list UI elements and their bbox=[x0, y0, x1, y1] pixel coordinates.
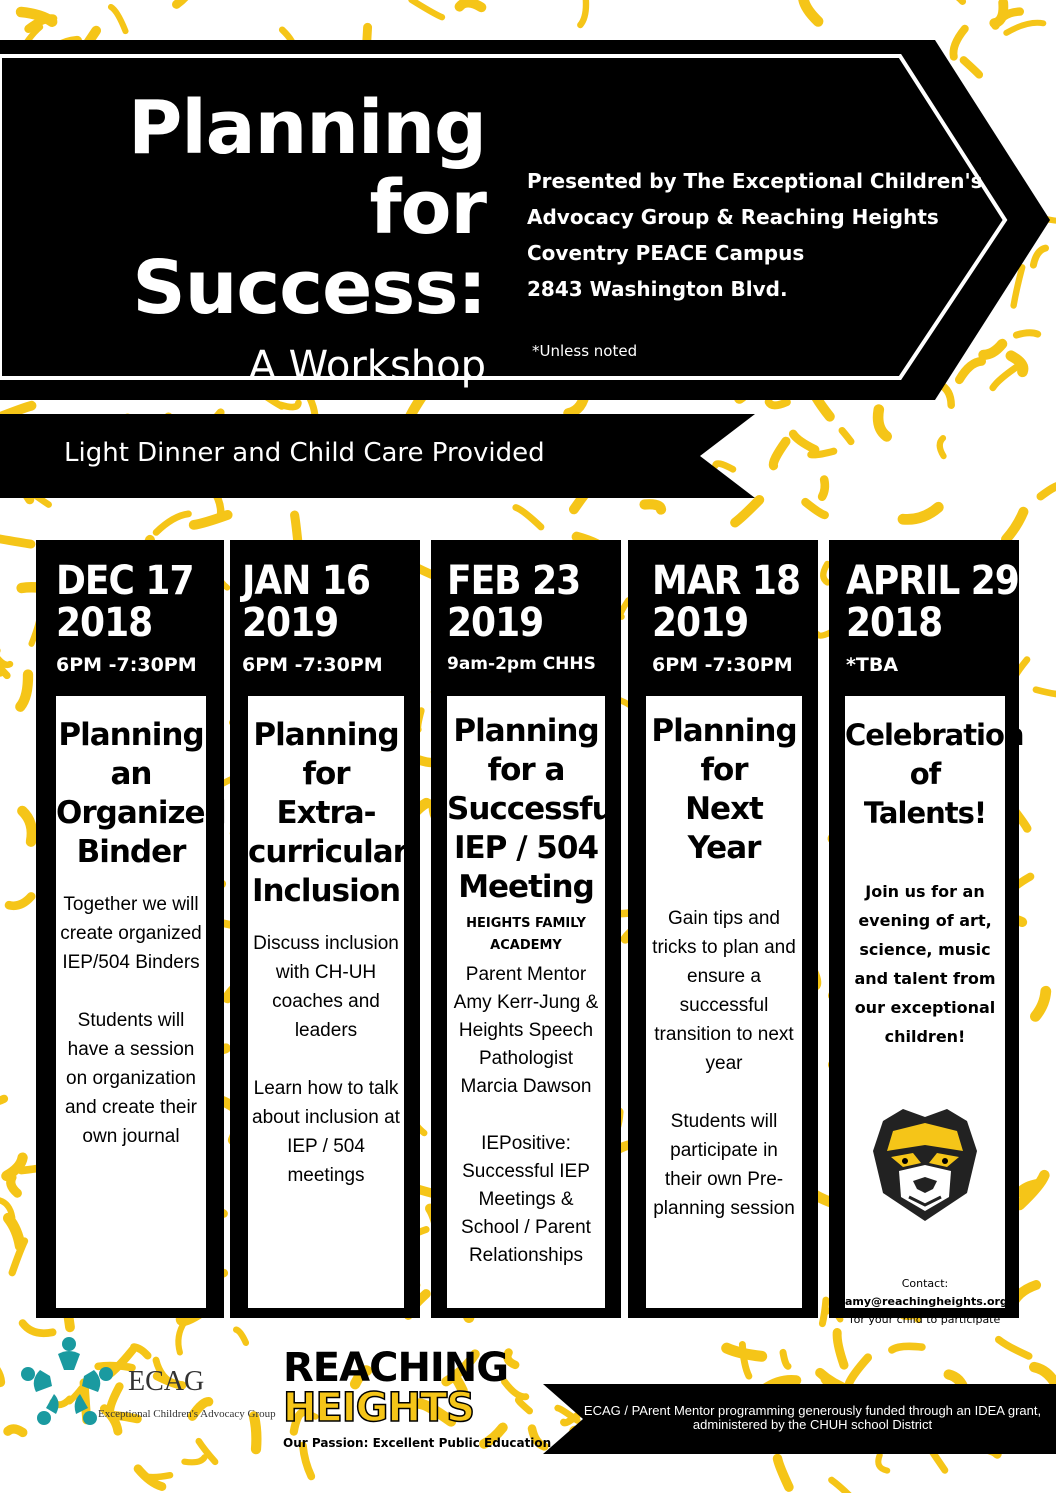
brushstroke bbox=[903, 507, 938, 519]
presenter-line: Coventry PEACE Campus bbox=[527, 241, 805, 265]
session-card bbox=[646, 696, 802, 1308]
session-date: JAN 16 2019 bbox=[242, 558, 370, 646]
brushstroke bbox=[645, 504, 661, 509]
unless-noted-note: *Unless noted bbox=[532, 342, 638, 360]
brushstroke bbox=[11, 1177, 18, 1193]
session-description: Together we will create organized IEP/504 Binders Students will have a session on organization and create their own journal bbox=[60, 894, 202, 1147]
session-time: 6PM -7:30PM bbox=[242, 654, 383, 676]
session-title: Planning for Next Year bbox=[651, 713, 797, 866]
brushstroke bbox=[0, 1098, 4, 1102]
brushstroke bbox=[236, 1330, 246, 1343]
brushstroke bbox=[999, 1340, 1029, 1357]
presenter-line: 2843 Washington Blvd. bbox=[527, 277, 788, 301]
session-column-dec bbox=[36, 540, 224, 1318]
session-date: MAR 18 2019 bbox=[652, 558, 800, 646]
brushstroke bbox=[1035, 991, 1045, 1016]
subtitle-line-1: A Workshop bbox=[248, 343, 486, 389]
brushstroke bbox=[518, 1400, 529, 1411]
session-title: Planning for a Successful IEP / 504 Meeting bbox=[447, 713, 623, 905]
session-date: FEB 23 2019 bbox=[447, 558, 581, 646]
reaching-heights-logo-line2: HEIGHTS bbox=[283, 1385, 475, 1431]
brushstroke bbox=[805, 502, 824, 515]
brushstroke bbox=[878, 1455, 887, 1471]
contact-label: Contact: bbox=[901, 1277, 949, 1290]
brushstroke bbox=[1036, 690, 1056, 695]
brushstroke bbox=[134, 1347, 148, 1356]
reaching-heights-tagline: Our Passion: Excellent Public Education bbox=[283, 1436, 552, 1450]
session-title: Planning for Extra- curricular Inclusion bbox=[248, 717, 407, 909]
brushstroke bbox=[1006, 512, 1023, 540]
brushstroke bbox=[940, 438, 944, 456]
brushstroke bbox=[156, 514, 188, 533]
presenter-line: Presented by The Exceptional Children's bbox=[527, 169, 983, 193]
brushstroke bbox=[735, 500, 759, 523]
brushstroke bbox=[516, 508, 541, 528]
brushstroke bbox=[832, 1480, 852, 1493]
brushstroke bbox=[0, 657, 10, 665]
brushstroke bbox=[849, 1358, 868, 1384]
brushstroke bbox=[823, 564, 827, 583]
brushstroke bbox=[811, 451, 834, 455]
brushstroke bbox=[822, 480, 825, 497]
ecag-full-name: Exceptional Children's Advocacy Group bbox=[98, 1408, 276, 1420]
title-line-1: Planning for bbox=[128, 85, 486, 251]
title-line-2: Success: bbox=[132, 245, 486, 331]
session-description: Gain tips and tricks to plan and ensure a successful transition to next year Students will participate in their own Pre-planning session bbox=[652, 908, 796, 1219]
session-date: DEC 17 2018 bbox=[56, 558, 194, 646]
brushstroke bbox=[773, 441, 786, 465]
dinner-banner-text: Light Dinner and Child Care Provided bbox=[64, 438, 545, 468]
brushstroke bbox=[793, 434, 815, 450]
brushstroke bbox=[22, 811, 32, 842]
session-description: Join us for an evening of art, science, music and talent from our exceptional children! bbox=[854, 882, 996, 1046]
session-card bbox=[447, 696, 623, 1308]
session-location: HEIGHTS FAMILY ACADEMY bbox=[466, 916, 586, 953]
session-column-feb bbox=[431, 540, 621, 1318]
session-time: *TBA bbox=[846, 654, 899, 676]
tiger-mascot-icon bbox=[863, 1101, 987, 1225]
brushstroke bbox=[20, 675, 28, 707]
session-card bbox=[845, 696, 1024, 1326]
session-column-jan bbox=[230, 540, 420, 1318]
session-time: 9am-2pm CHHS bbox=[447, 654, 596, 674]
session-column-apr bbox=[829, 540, 1024, 1326]
session-card bbox=[56, 696, 226, 1308]
presenter-info bbox=[527, 163, 983, 307]
brushstroke bbox=[507, 1353, 515, 1365]
brushstroke bbox=[892, 1346, 922, 1350]
session-description: Discuss inclusion with CH-UH coaches and leaders Learn how to talk about inclusion at IEP / 504 meetings bbox=[252, 933, 400, 1186]
session-time: 6PM -7:30PM bbox=[652, 654, 793, 676]
session-date: APRIL 29 2018 bbox=[846, 558, 1019, 646]
session-description: Parent Mentor Amy Kerr-Jung & Heights Speech Pathologist Marcia Dawson IEPositive: Successful IEP Meetings & School / Parent Relationships bbox=[453, 964, 599, 1266]
brushstroke bbox=[878, 410, 887, 437]
funding-statement: ECAG / PArent Mentor programming generously funded through an IDEA grant, administered by the CHUH school District bbox=[583, 1403, 1042, 1432]
ecag-logo-text: ECAG bbox=[128, 1366, 205, 1397]
brushstroke bbox=[0, 539, 31, 544]
contact-note: for your child to participate bbox=[849, 1313, 1001, 1326]
contact-info bbox=[845, 1275, 1008, 1329]
brushstroke bbox=[194, 515, 228, 525]
brushstroke bbox=[178, 1322, 184, 1352]
session-column-mar bbox=[628, 540, 818, 1318]
session-title: Celebration of Talents! bbox=[845, 718, 1024, 830]
brushstroke bbox=[778, 1459, 789, 1488]
brushstroke bbox=[254, 1416, 256, 1449]
brushstroke bbox=[842, 431, 851, 442]
brushstroke bbox=[9, 896, 31, 905]
session-title: Planning an Organized Binder bbox=[56, 717, 226, 870]
presenter-line: Advocacy Group & Reaching Heights bbox=[527, 205, 939, 229]
session-time: 6PM -7:30PM bbox=[56, 654, 197, 676]
contact-email-link[interactable]: amy@reachingheights.org bbox=[845, 1295, 1008, 1308]
brushstroke bbox=[303, 1446, 311, 1477]
brushstroke bbox=[783, 1352, 788, 1366]
session-card bbox=[248, 696, 407, 1308]
page-title bbox=[0, 85, 486, 452]
brushstroke bbox=[8, 1218, 20, 1246]
brushstroke bbox=[837, 1333, 844, 1366]
brushstroke bbox=[184, 1457, 204, 1462]
reaching-heights-logo-line1: REACHING bbox=[283, 1345, 509, 1391]
brushstroke bbox=[1041, 485, 1056, 496]
